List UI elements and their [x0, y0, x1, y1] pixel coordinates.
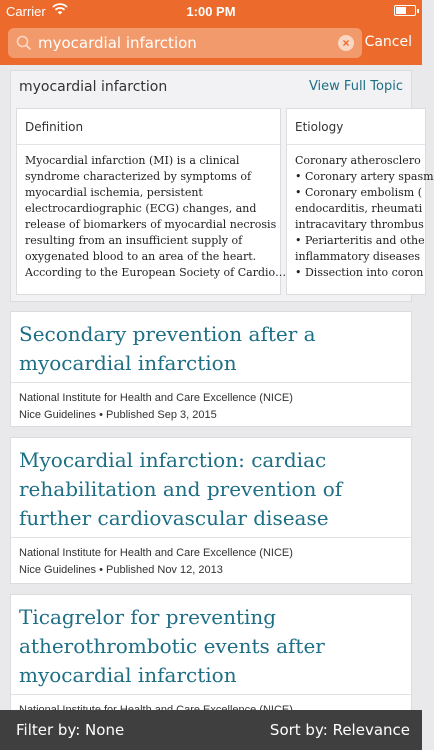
cancel-button[interactable]: Cancel — [364, 34, 412, 50]
filter-button[interactable]: Filter by: None — [16, 721, 125, 739]
result-title[interactable] — [11, 312, 411, 378]
text-line: resulting from an insufficient supply of — [25, 234, 243, 247]
result-publisher: National Institute for Health and Care Excellence (NICE) — [19, 392, 293, 404]
text-line: Coronary atherosclero — [295, 154, 421, 167]
clock: 1:00 PM — [186, 4, 236, 19]
text-line: • Coronary embolism ( — [295, 186, 423, 199]
result-publisher: National Institute for Health and Care Excellence (NICE) — [19, 547, 293, 559]
text-line: Myocardial infarction (MI) is a clinical — [25, 154, 240, 167]
text-line: • Dissection into coron — [295, 266, 424, 279]
topic-section-text — [17, 145, 287, 281]
title-line: atherothrombotic events after — [19, 634, 325, 658]
title-line: further cardiovascular disease — [19, 506, 329, 530]
text-line: electrocardiographic (ECG) changes, and — [25, 202, 257, 215]
topic-section-etiology[interactable] — [286, 108, 434, 295]
text-line: release of biomarkers of myocardial necrosis — [25, 218, 277, 231]
result-meta — [11, 537, 411, 579]
text-line: According to the European Society of Cardio… — [25, 266, 287, 279]
search-input[interactable] — [8, 28, 362, 58]
result-details: Nice Guidelines • Published Sep 3, 2015 — [19, 409, 217, 421]
topic-section-heading: Definition — [17, 109, 280, 145]
result-card[interactable] — [10, 437, 412, 584]
result-title[interactable] — [11, 438, 411, 533]
sort-button[interactable]: Sort by: Relevance — [269, 721, 410, 739]
bottom-toolbar — [0, 710, 422, 750]
title-line: Myocardial infarction: cardiac — [19, 448, 327, 472]
topic-section-text — [287, 145, 434, 281]
carrier-label: Carrier — [6, 4, 46, 19]
topic-card — [10, 70, 434, 302]
topic-section-heading: Etiology — [287, 109, 425, 145]
topic-title: myocardial infarction — [19, 79, 168, 95]
search-query-text[interactable]: myocardial infarction — [38, 34, 197, 52]
title-line: myocardial infarction — [19, 351, 237, 375]
text-line: intracavitary thrombus — [295, 218, 424, 231]
title-line: myocardial infarction — [19, 663, 237, 687]
text-line: • Periarteritis and othe — [295, 234, 425, 247]
search-header — [0, 22, 422, 65]
status-bar — [0, 0, 422, 22]
result-card[interactable] — [10, 311, 412, 427]
result-meta — [11, 382, 411, 424]
text-line: syndrome characterized by symptoms of — [25, 170, 252, 183]
title-line: Ticagrelor for preventing — [19, 605, 277, 629]
title-line: Secondary prevention after a — [19, 322, 316, 346]
topic-section-definition[interactable] — [16, 108, 287, 295]
text-line: inflammatory diseases — [295, 250, 421, 263]
clear-icon[interactable]: × — [338, 35, 354, 51]
text-line: oxygenated blood to an area of the heart. — [25, 250, 257, 263]
search-icon — [16, 35, 32, 56]
battery-icon — [394, 5, 416, 16]
text-line: • Coronary artery spasm — [295, 170, 434, 183]
view-full-topic-link[interactable]: View Full Topic — [308, 79, 403, 94]
result-details: Nice Guidelines • Published Nov 12, 2013 — [19, 564, 223, 576]
title-line: rehabilitation and prevention of — [19, 477, 343, 501]
text-line: myocardial ischemia, persistent — [25, 186, 203, 199]
result-title[interactable] — [11, 595, 411, 690]
text-line: endocarditis, rheumati — [295, 202, 423, 215]
result-card[interactable] — [10, 594, 412, 724]
